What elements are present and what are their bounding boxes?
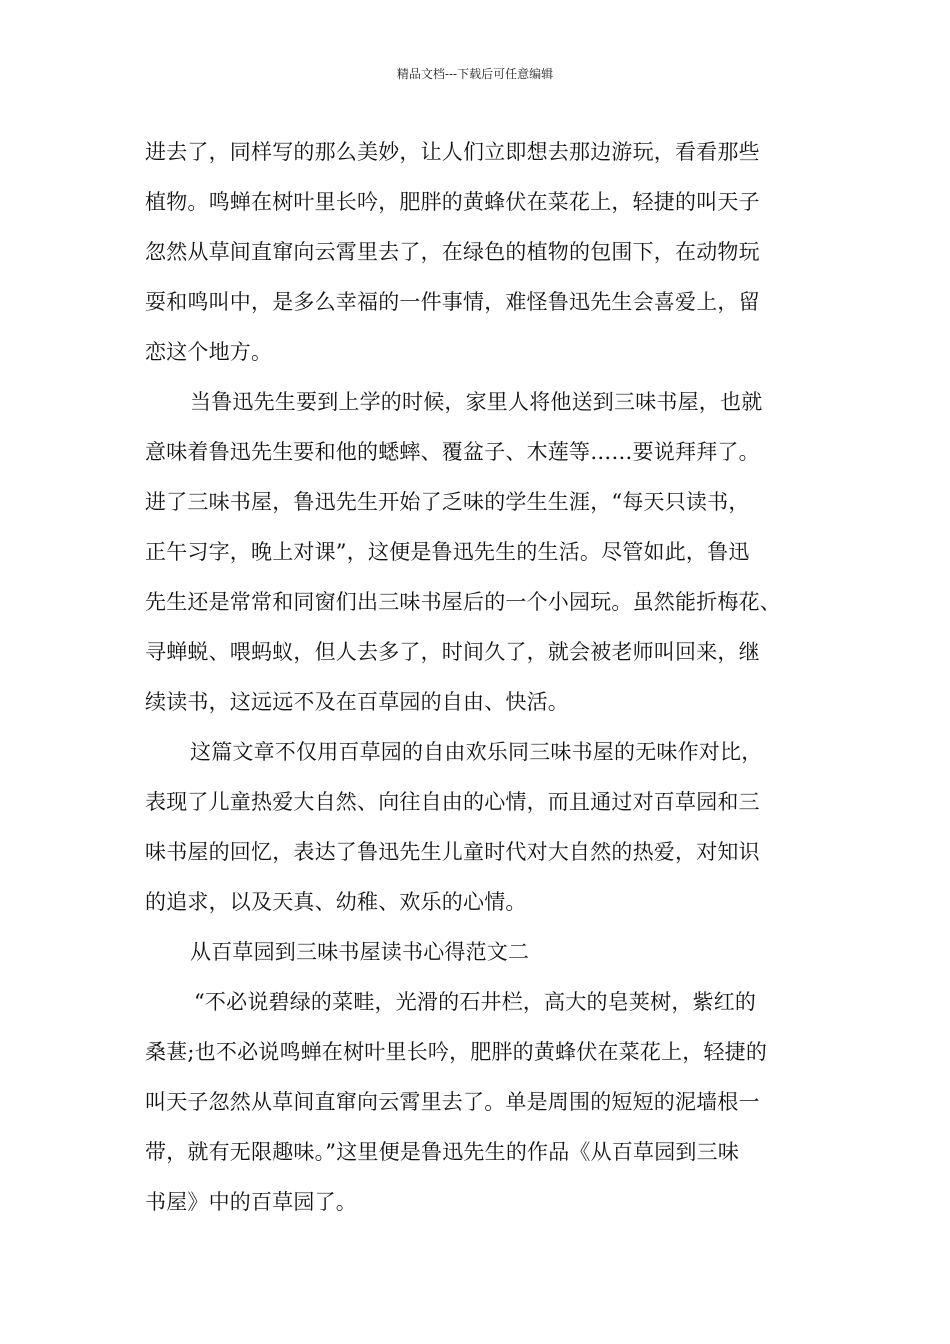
text-line: 先生还是常常和同窗们出三味书屋后的一个小园玩。虽然能折梅花、 (145, 590, 781, 614)
text-line: 的追求，以及天真、幼稚、欢乐的心情。 (145, 890, 527, 914)
text-line: 叫天子忽然从草间直窜向云霄里去了。单是周围的短短的泥墙根一 (145, 1090, 760, 1114)
text-line: 书屋》中的百草园了。 (145, 1190, 357, 1214)
text-line: 带，就有无限趣味。”这里便是鲁迅先生的作品《从百草园到三味 (145, 1140, 740, 1164)
text-line: 耍和鸣叫中，是多么幸福的一件事情，难怪鲁迅先生会喜爱上，留 (145, 290, 760, 314)
text-line: 正午习字，晚上对课”，这便是鲁迅先生的生活。尽管如此，鲁迅 (145, 540, 750, 564)
paragraph-start-line: 当鲁迅先生要到上学的时候，家里人将他送到三味书屋，也就 (190, 390, 763, 414)
section-heading: 从百草园到三味书屋读书心得范文二 (190, 940, 530, 964)
text-line: 进去了，同样写的那么美妙，让人们立即想去那边游玩，看看那些 (145, 140, 760, 164)
document-body (145, 127, 810, 1227)
text-line: 植物。鸣蝉在树叶里长吟，肥胖的黄蜂伏在菜花上，轻捷的叫天子 (145, 190, 760, 214)
text-line: 表现了儿童热爱大自然、向往自由的心情，而且通过对百草园和三 (145, 790, 760, 814)
text-line: 味书屋的回忆，表达了鲁迅先生儿童时代对大自然的热爱，对知识 (145, 840, 760, 864)
paragraph-start-line: 这篇文章不仅用百草园的自由欢乐同三味书屋的无味作对比， (190, 740, 763, 764)
text-line: 进了三味书屋，鲁迅先生开始了乏味的学生生涯，“每天只读书， (145, 490, 750, 514)
paragraph-start-line: “不必说碧绿的菜畦，光滑的石井栏，高大的皂荚树，紫红的 (194, 990, 757, 1014)
text-line: 寻蝉蜕、喂蚂蚁，但人去多了，时间久了，就会被老师叫回来，继 (145, 640, 760, 664)
page-header: 精品文档---下载后可任意编辑 (396, 67, 554, 81)
text-line: 桑葚;也不必说鸣蝉在树叶里长吟，肥胖的黄蜂伏在菜花上，轻捷的 (145, 1040, 768, 1064)
text-line: 意味着鲁迅先生要和他的蟋蟀、覆盆子、木莲等……要说拜拜了。 (145, 440, 760, 464)
text-line: 续读书，这远远不及在百草园的自由、快活。 (145, 690, 569, 714)
text-line: 忽然从草间直窜向云霄里去了，在绿色的植物的包围下，在动物玩 (145, 240, 760, 264)
text-line: 恋这个地方。 (145, 340, 273, 364)
